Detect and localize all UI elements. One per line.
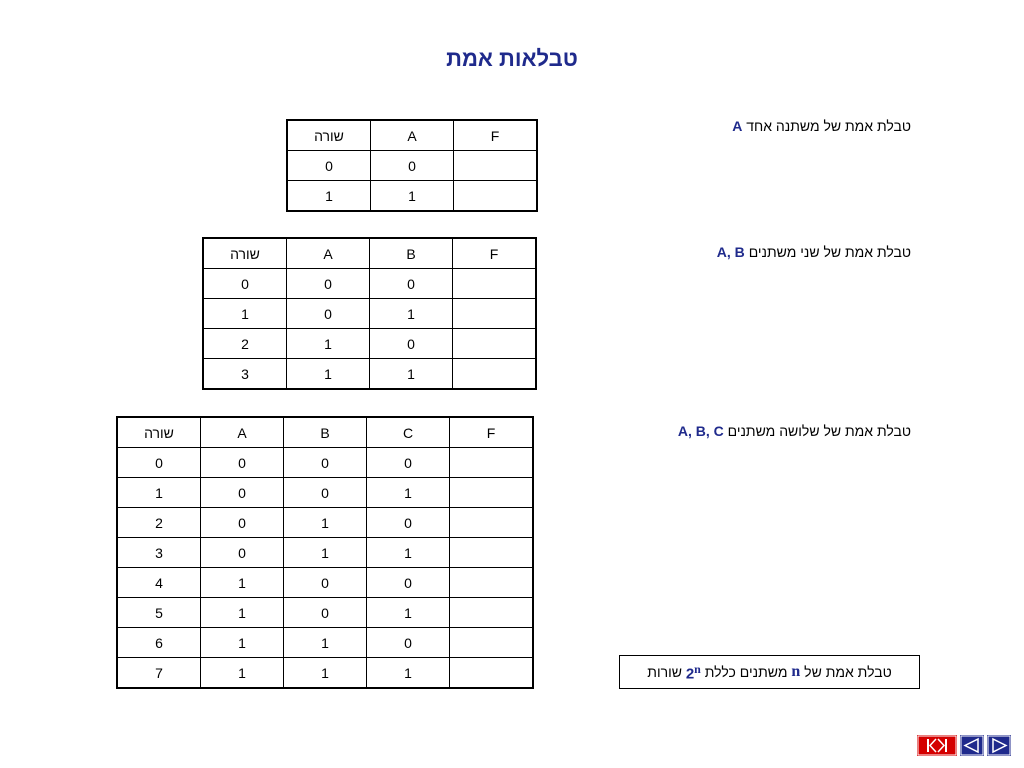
table-cell: 0: [284, 448, 367, 478]
table-cell: 0: [203, 269, 287, 299]
column-header: A: [371, 120, 454, 151]
table-cell: [454, 151, 538, 181]
table-cell: 6: [117, 628, 201, 658]
column-header: שורה: [287, 120, 371, 151]
column-header: שורה: [203, 238, 287, 269]
table-cell: 1: [201, 568, 284, 598]
table-cell: 0: [117, 448, 201, 478]
rule-middle: משתנים כללת: [704, 664, 788, 680]
table-cell: 2: [117, 508, 201, 538]
table-cell: 0: [201, 448, 284, 478]
first-slide-icon: [917, 735, 957, 756]
table-cell: 0: [201, 538, 284, 568]
column-header: B: [370, 238, 453, 269]
table-row: [203, 299, 536, 329]
general-rule-box: [619, 655, 920, 689]
table-row: [117, 658, 533, 689]
section-vars: A, B: [716, 244, 745, 260]
table-cell: 4: [117, 568, 201, 598]
table-cell: [454, 181, 538, 212]
column-header: F: [450, 417, 534, 448]
table-row: [117, 538, 533, 568]
table-cell: 0: [367, 508, 450, 538]
table-row: [287, 181, 537, 212]
table-cell: 1: [367, 538, 450, 568]
rule-exp: n: [694, 661, 701, 676]
table-cell: 1: [287, 359, 370, 390]
section-label-text: טבלת אמת של שני משתנים: [748, 244, 911, 260]
table-row: [203, 269, 536, 299]
table-cell: 0: [371, 151, 454, 181]
table-cell: 0: [370, 269, 453, 299]
table-cell: 1: [370, 299, 453, 329]
section-vars: A: [732, 118, 743, 134]
table-cell: [453, 359, 537, 390]
table-cell: 1: [371, 181, 454, 212]
truth-table-one-var: [286, 119, 538, 212]
table-cell: 1: [284, 538, 367, 568]
table-cell: 0: [284, 478, 367, 508]
table-cell: 1: [287, 181, 371, 212]
table-cell: 1: [284, 508, 367, 538]
table-row: [117, 448, 533, 478]
table-cell: [450, 538, 534, 568]
table-header-row: [203, 238, 536, 269]
table-cell: 1: [201, 598, 284, 628]
rule-suffix: שורות: [647, 664, 682, 680]
table-cell: 5: [117, 598, 201, 628]
table-cell: 3: [117, 538, 201, 568]
table-cell: 0: [287, 269, 370, 299]
table-cell: 1: [367, 598, 450, 628]
table-cell: 1: [367, 658, 450, 689]
column-header: A: [287, 238, 370, 269]
table-row: [117, 598, 533, 628]
rule-power: [686, 662, 701, 683]
next-slide-button[interactable]: [987, 735, 1011, 756]
table-cell: 0: [367, 448, 450, 478]
section-label-text: טבלת אמת של שלושה משתנים: [727, 423, 911, 439]
table-cell: 0: [284, 568, 367, 598]
table-cell: 0: [287, 151, 371, 181]
table-cell: 1: [367, 478, 450, 508]
table-cell: 1: [370, 359, 453, 390]
next-slide-icon: [987, 735, 1011, 756]
table-cell: 2: [203, 329, 287, 359]
table-cell: 7: [117, 658, 201, 689]
section-label-two-var: [717, 244, 911, 260]
table-cell: [450, 568, 534, 598]
table-cell: 1: [201, 628, 284, 658]
first-slide-button[interactable]: [917, 735, 957, 756]
table-header-row: [287, 120, 537, 151]
rule-n: n: [791, 663, 801, 680]
table-cell: 1: [201, 658, 284, 689]
table-cell: 0: [367, 568, 450, 598]
previous-slide-button[interactable]: [960, 735, 984, 756]
table-cell: 1: [287, 329, 370, 359]
table-cell: 0: [367, 628, 450, 658]
table-cell: 0: [201, 478, 284, 508]
table-cell: 1: [284, 658, 367, 689]
table-cell: 3: [203, 359, 287, 390]
table-cell: [450, 598, 534, 628]
truth-table-two-var: [202, 237, 537, 390]
page-title: טבלאות אמת: [446, 46, 578, 71]
rule-prefix: טבלת אמת של: [804, 664, 892, 680]
table-row: [117, 508, 533, 538]
table-cell: [450, 628, 534, 658]
column-header: F: [454, 120, 538, 151]
column-header: F: [453, 238, 537, 269]
table-cell: 1: [284, 628, 367, 658]
table-cell: 1: [117, 478, 201, 508]
table-cell: [453, 269, 537, 299]
table-cell: [453, 299, 537, 329]
table-row: [117, 628, 533, 658]
table-cell: [450, 658, 534, 689]
section-label-one-var: [732, 118, 911, 134]
truth-table-three-var: [116, 416, 534, 689]
previous-slide-icon: [960, 735, 984, 756]
section-label-three-var: [678, 423, 911, 439]
table-cell: 0: [287, 299, 370, 329]
table-row: [117, 568, 533, 598]
table-cell: [450, 448, 534, 478]
table-cell: [450, 508, 534, 538]
table-row: [117, 478, 533, 508]
column-header: A: [201, 417, 284, 448]
rule-base: 2: [685, 665, 695, 683]
table-row: [203, 359, 536, 390]
table-cell: 0: [370, 329, 453, 359]
section-label-text: טבלת אמת של משתנה אחד: [746, 118, 911, 134]
column-header: שורה: [117, 417, 201, 448]
column-header: B: [284, 417, 367, 448]
column-header: C: [367, 417, 450, 448]
table-header-row: [117, 417, 533, 448]
section-vars: A, B, C: [677, 423, 724, 439]
table-row: [203, 329, 536, 359]
table-cell: [450, 478, 534, 508]
table-cell: 0: [284, 598, 367, 628]
table-cell: 0: [201, 508, 284, 538]
table-cell: [453, 329, 537, 359]
table-cell: 1: [203, 299, 287, 329]
table-row: [287, 151, 537, 181]
